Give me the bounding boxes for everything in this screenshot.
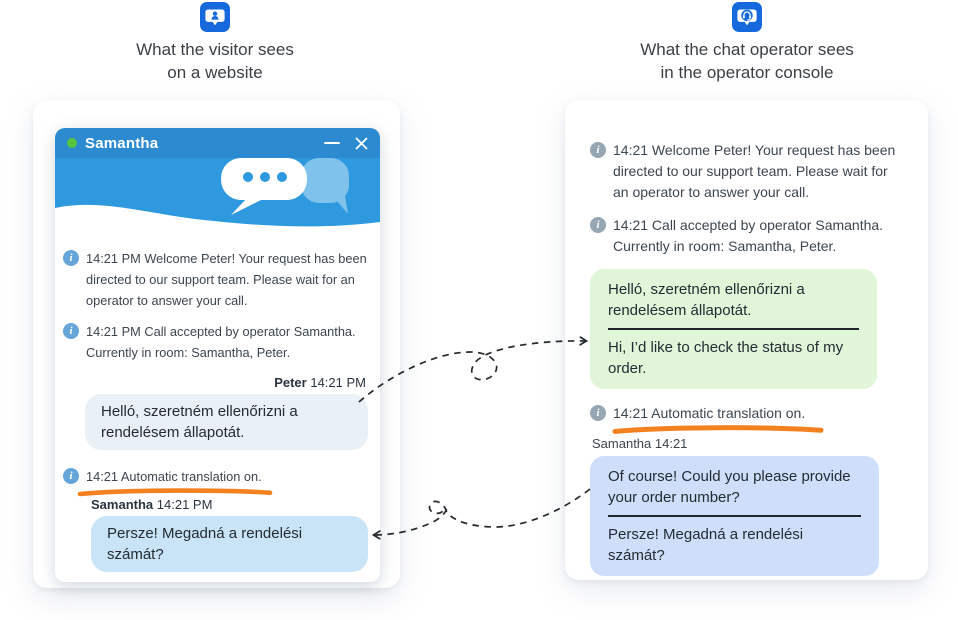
sent-time: 14:21 PM: [156, 497, 213, 512]
system-message: [590, 140, 902, 203]
info-icon: [63, 323, 79, 339]
sent-time: 14:21 PM: [310, 375, 366, 390]
system-message-text: 14:21 Welcome Peter! Your request has been directed to our support team. Please wait for an operator to answer your call.: [613, 142, 896, 200]
chat-bubbles-illustration: [55, 158, 380, 232]
visitor-title-line1: What the visitor sees: [136, 40, 294, 59]
info-icon: [63, 250, 79, 266]
info-icon: [590, 217, 606, 233]
chat-widget-header: [55, 128, 380, 158]
info-icon: [590, 405, 606, 421]
visitor-message-original: Helló, szeretném ellenőrizni a rendelésem állapotát.: [608, 281, 805, 319]
chat-widget-banner: [55, 158, 380, 232]
system-message-text: 14:21 Call accepted by operator Samantha. Currently in room: Samantha, Peter.: [613, 217, 884, 254]
close-icon[interactable]: [355, 137, 368, 150]
visitor-title-line2: on a website: [167, 63, 263, 82]
system-message: [63, 321, 368, 363]
minimize-icon[interactable]: [324, 142, 340, 144]
chat-widget-title: Samantha: [85, 134, 159, 152]
operator-console-card: [565, 100, 928, 580]
orange-underline: [77, 488, 273, 497]
operator-message-meta: Samantha 14:21: [592, 436, 688, 451]
visitor-chat-icon: [200, 2, 230, 32]
operator-message-meta: [91, 497, 368, 512]
chat-widget: [55, 128, 380, 582]
chat-widget-messages: [55, 232, 380, 582]
visitor-message-bubble: Helló, szeretném ellenőrizni a rendelésem állapotát.: [85, 394, 368, 450]
operator-headset-icon: [732, 2, 762, 32]
operator-column-header: [617, 0, 877, 84]
translation-notice-text: 14:21 Automatic translation on.: [613, 405, 806, 421]
info-icon: [590, 142, 606, 158]
visitor-message-bubble-translated: [590, 269, 877, 389]
visitor-message-translated: Hi, I’d like to check the status of my order.: [608, 339, 844, 377]
orange-underline: [612, 425, 824, 435]
arrow-console-to-visitor: [374, 489, 590, 535]
system-message: [590, 215, 902, 257]
info-icon: [63, 468, 79, 484]
translation-divider: [608, 515, 861, 517]
visitor-message-meta: [63, 375, 366, 390]
operator-message-original: Of course! Could you please provide your order number?: [608, 468, 851, 506]
translation-notice-text: 14:21 Automatic translation on.: [86, 469, 262, 484]
sender-name: Samantha: [91, 497, 154, 512]
operator-title-line2: in the operator console: [660, 63, 834, 82]
sender-name: Peter: [274, 375, 307, 390]
translation-notice: [590, 403, 902, 424]
system-message-text: 14:21 PM Call accepted by operator Samantha. Currently in room: Samantha, Peter.: [86, 324, 356, 360]
translation-notice: [63, 466, 368, 487]
translation-divider: [608, 328, 859, 330]
operator-console-messages: [565, 100, 928, 576]
operator-title-line1: What the chat operator sees: [640, 40, 854, 59]
system-message-text: 14:21 PM Welcome Peter! Your request has been directed to our support team. Please wait for an operator to answer your call.: [86, 251, 367, 308]
visitor-column-header: [85, 0, 345, 84]
system-message: [63, 248, 368, 311]
operator-message-bubble-translated: [590, 456, 879, 576]
visitor-panel-card: [33, 100, 400, 588]
online-status-dot: [67, 138, 77, 148]
operator-message-translated: Persze! Megadná a rendelési számát?: [608, 526, 804, 564]
operator-message-bubble: Persze! Megadná a rendelési számát?: [91, 516, 368, 572]
